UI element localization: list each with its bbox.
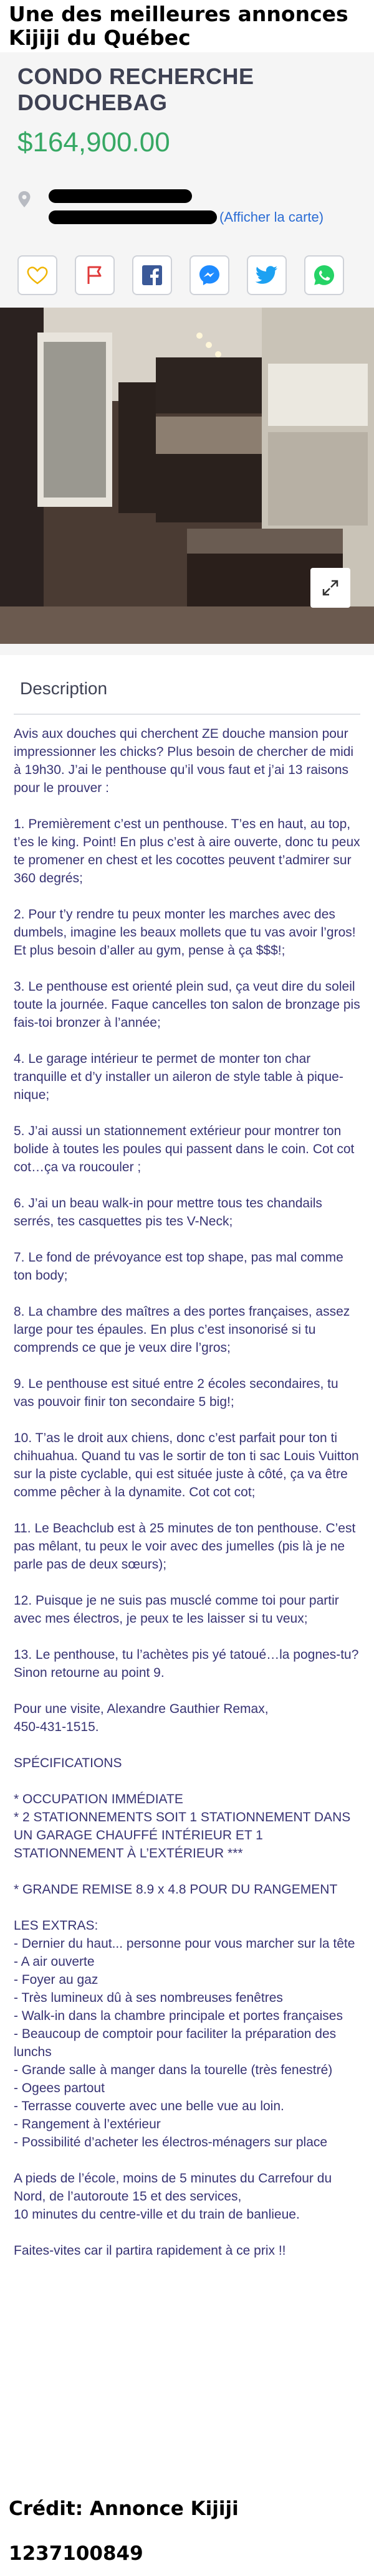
spec-paragraph: * GRANDE REMISE 8.9 x 4.8 POUR DU RANGEMENT [14, 1882, 338, 1897]
description-paragraph: 6. J’ai un beau walk-in pour mettre tous tes chandails serrés, tes casquettes pis tes V-Neck; [14, 1196, 322, 1229]
description-paragraph: 12. Puisque je ne suis pas musclé comme toi pour partir avec mes électros, je peux te les laisser si tu veux; [14, 1593, 339, 1626]
flag-icon [85, 265, 104, 285]
description-paragraph: 9. Le penthouse est situé entre 2 écoles secondaires, tu vas pouvoir finir ton secondaire 5 big!; [14, 1377, 338, 1409]
location-pin-icon [17, 191, 31, 208]
description-paragraph: 8. La chambre des maîtres a des portes françaises, assez large pour tes épaules. En plus c’est insonorisé si tu comprends ce que je veux dire l’gros; [14, 1305, 350, 1355]
description-paragraph: 2. Pour t’y rendre tu peux monter les marches avec des dumbels, imagine les beaux mollets que tu vas avoir l’gros! Et plus besoin d’aller au gym, pense à ça $$$!; [14, 907, 356, 958]
description-paragraph: 11. Le Beachclub est à 25 minutes de ton penthouse. C’est pas mêlant, tu peux le voir avec des jumelles (pis là je ne parle pas de deux sœurs); [14, 1521, 356, 1572]
messenger-icon [198, 264, 221, 286]
description-paragraph: 5. J’ai aussi un stationnement extérieur pour montrer ton bolide à toutes les poules qui passent dans le coin. Cot cot cot…ça va roucouler ; [14, 1124, 355, 1174]
listing-photo[interactable] [0, 308, 374, 644]
description-paragraph: 10. T’as le droit aux chiens, donc c’est parfait pour ton ti chihuahua. Quand tu vas le sortir de ton ti sac Louis Vuitton sur la piste cyclable, qui est située juste à côté, ça va être comme pêcher à la dynamite. Cot cot cot; [14, 1431, 359, 1499]
description-section [0, 655, 374, 2260]
expand-photo-button[interactable] [310, 568, 350, 608]
ad-title: CONDO RECHERCHE DOUCHEBAG [17, 64, 254, 115]
expand-icon [322, 579, 339, 597]
meme-title-line1: Une des meilleures annonces [9, 2, 348, 26]
address-redaction [49, 210, 217, 224]
ad-header [0, 52, 374, 308]
extras-list: LES EXTRAS: - Dernier du haut... personne pour vous marcher sur la tête - A air ouverte - Foyer au gaz - Très lumineux dû à ses nombreuses fenêtres - Walk-in dans la chambre principale et portes françaises - Beaucoup de comptoir pour faciliter la préparation des lunchs - Grande salle à manger dans la tourelle (très fenestré) - Ogees partout - Terrasse couverte avec une belle vue au loin. - Rangement à l’extérieur - Possibilité d’acheter les électros-ménagers sur place [14, 1918, 355, 2149]
twitter-icon [256, 266, 278, 285]
divider [14, 714, 360, 715]
section-gap [0, 644, 374, 655]
description-body [14, 725, 360, 2260]
closing-paragraph: Faites-vites car il partira rapidement à ce prix !! [14, 2243, 286, 2258]
report-button[interactable] [75, 255, 115, 295]
description-paragraph: 13. Le penthouse, tu l’achètes pis yé tatoué…la pognes-tu? Sinon retourne au point 9. [14, 1648, 359, 1680]
heart-icon [27, 266, 48, 285]
ad-price: $164,900.00 [17, 127, 170, 158]
address-block [49, 186, 324, 228]
address-redaction [49, 189, 192, 203]
whatsapp-icon [313, 264, 335, 286]
contact-paragraph: Pour une visite, Alexandre Gauthier Remax, 450-431-1515. [14, 1702, 269, 1734]
facebook-icon [141, 265, 163, 286]
meme-title-line2: Kijiji du Québec [9, 26, 191, 50]
twitter-share-button[interactable] [247, 255, 287, 295]
show-map-link[interactable]: (Afficher la carte) [219, 209, 324, 225]
description-heading: Description [20, 679, 108, 698]
credit-caption: Crédit: Annonce Kijiji 1237100849 [0, 2486, 374, 2531]
ad-location [17, 186, 357, 228]
description-paragraph: 3. Le penthouse est orienté plein sud, ça veut dire du soleil toute la journée. Faque cancelles ton salon de bronzage pis fais-toi bronzer à l’année; [14, 979, 360, 1030]
spec-paragraph: * OCCUPATION IMMÉDIATE * 2 STATIONNEMENTS SOIT 1 STATIONNEMENT DANS UN GARAGE CHAUFFÉ INTÉRIEUR ET 1 STATIONNEMENT À L’EXTÉRIEUR *** [14, 1792, 351, 1861]
meme-title [0, 0, 374, 52]
description-paragraph: 1. Premièrement c’est un penthouse. T’es en haut, au top, t’es le king. Point! En plus c’est à aire ouverte, donc tu peux te promener en chest et les cocottes peuvent t’admirer sur 360 degrés; [14, 817, 360, 885]
location-paragraph: A pieds de l’école, moins de 5 minutes du Carrefour du Nord, de l’autoroute 15 et des services, 10 minutes du centre-ville et du train de banlieue. [14, 2171, 332, 2222]
whatsapp-share-button[interactable] [304, 255, 344, 295]
share-row [17, 255, 357, 295]
favorite-button[interactable] [17, 255, 57, 295]
facebook-share-button[interactable] [132, 255, 172, 295]
description-paragraph: Avis aux douches qui cherchent ZE douche mansion pour impressionner les chicks? Plus besoin de chercher de midi à 19h30. J’ai le penthouse qu’il vous faut et j’ai 13 raisons pour le prouver : [14, 727, 354, 795]
description-paragraph: 7. Le fond de prévoyance est top shape, pas mal comme ton body; [14, 1250, 343, 1283]
specifications-heading: SPÉCIFICATIONS [14, 1756, 122, 1770]
description-paragraph: 4. Le garage intérieur te permet de monter ton char tranquille et d’y installer un aileron de style table à pique-nique; [14, 1052, 343, 1102]
messenger-share-button[interactable] [189, 255, 229, 295]
